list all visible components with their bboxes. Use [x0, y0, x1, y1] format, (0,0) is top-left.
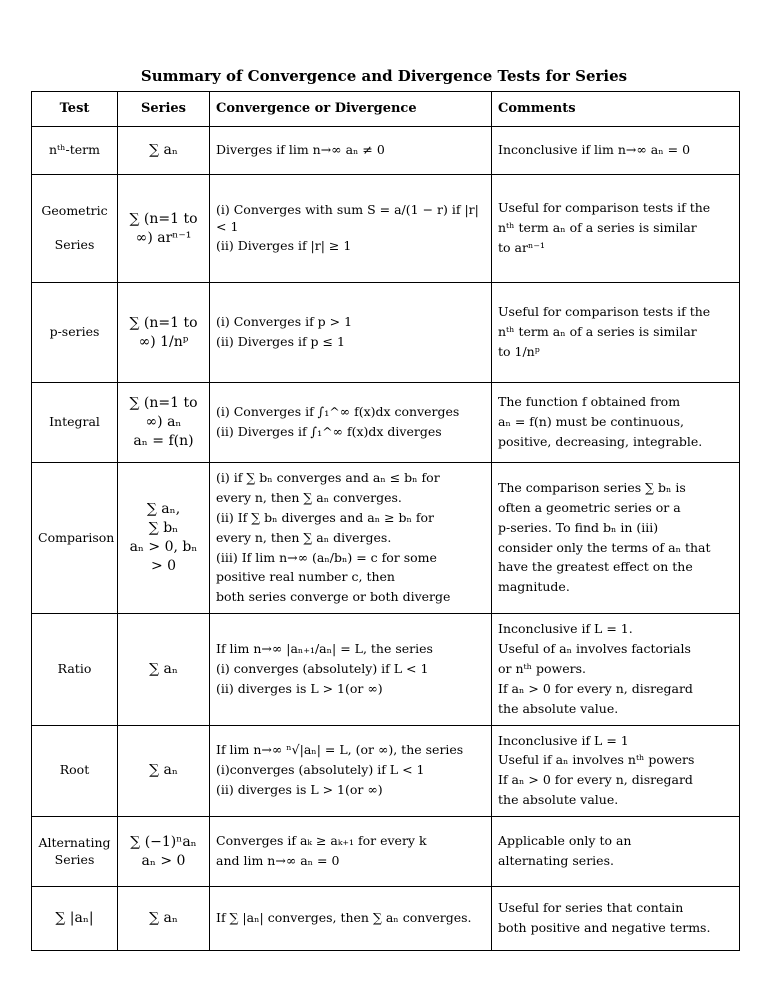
comment-line: aₙ = f(n) must be continuous,	[498, 414, 685, 430]
test-name: nᵗʰ-term	[32, 127, 118, 175]
comment-line: have the greatest effect on the	[498, 559, 693, 575]
convergence-line: (i) if ∑ bₙ converges and aₙ ≤ bₙ for	[216, 470, 440, 485]
comments-cell	[492, 463, 740, 614]
convergence-line: (i) converges (absolutely) if L < 1	[216, 660, 429, 676]
comment-line: positive, decreasing, integrable.	[498, 433, 703, 449]
comments-cell	[492, 283, 740, 383]
comment-line: Useful for comparison tests if the	[498, 304, 711, 320]
series-form: ∑ aₙ	[118, 127, 210, 175]
comment-line: Useful for comparison tests if the	[498, 200, 711, 216]
table-row	[32, 725, 740, 817]
comments-cell	[492, 725, 740, 817]
comment-line: to 1/nᵖ	[498, 343, 540, 359]
test-name: Root	[32, 725, 118, 817]
comment-line: to arⁿ⁻¹	[498, 239, 545, 255]
convergence-line: If ∑ |aₙ| converges, then ∑ aₙ converges.	[216, 910, 472, 926]
test-name: Ratio	[32, 614, 118, 725]
comments-cell	[492, 383, 740, 463]
comment-line: the absolute value.	[498, 700, 619, 716]
header-convergence: Convergence or Divergence	[210, 92, 492, 127]
comments-cell	[492, 887, 740, 951]
table-row	[32, 175, 740, 283]
convergence-line: (iii) If lim n→∞ (aₙ/bₙ) = c for some	[216, 549, 437, 565]
comment-line: If aₙ > 0 for every n, disregard	[498, 772, 693, 788]
convergence-line: (ii) Diverges if ∫₁^∞ f(x)dx diverges	[216, 424, 442, 439]
convergence-line: (ii) diverges is L > 1(or ∞)	[216, 680, 383, 696]
convergence-line: If lim n→∞ ⁿ√|aₙ| = L, (or ∞), the series	[216, 742, 464, 758]
convergence-line: (i) Converges if p > 1	[216, 314, 353, 330]
comment-line: alternating series.	[498, 853, 614, 868]
series-form: ∑ (n=1 to ∞) aₙ aₙ = f(n)	[118, 383, 210, 463]
convergence-line: every n, then ∑ aₙ diverges.	[216, 529, 392, 545]
comments-cell	[492, 127, 740, 175]
convergence-line: (ii) diverges is L > 1(or ∞)	[216, 782, 383, 798]
series-form: ∑ aₙ	[118, 725, 210, 817]
comment-line: consider only the terms of aₙ that	[498, 539, 711, 555]
convergence-cell	[210, 175, 492, 283]
convergence-cell	[210, 383, 492, 463]
convergence-line: (i) Converges if ∫₁^∞ f(x)dx converges	[216, 404, 460, 420]
convergence-cell	[210, 817, 492, 887]
comment-line: If aₙ > 0 for every n, disregard	[498, 680, 693, 696]
header-comments: Comments	[492, 92, 740, 127]
convergence-line: positive real number c, then	[216, 569, 395, 585]
comment-line: Inconclusive if L = 1	[498, 732, 629, 748]
comment-line: often a geometric series or a	[498, 499, 681, 515]
test-name: Alternating Series	[32, 817, 118, 887]
convergence-line: If lim n→∞ |aₙ₊₁/aₙ| = L, the series	[216, 641, 433, 656]
comment-line: nᵗʰ term aₙ of a series is similar	[498, 324, 697, 340]
comment-line: the absolute value.	[498, 792, 619, 808]
convergence-cell	[210, 127, 492, 175]
series-form: ∑ aₙ	[118, 614, 210, 725]
comment-line: The function f obtained from	[498, 394, 681, 410]
series-form: ∑ (n=1 to ∞) arⁿ⁻¹	[118, 175, 210, 283]
comment-line: Useful for series that contain	[498, 900, 684, 916]
convergence-line: Converges if aₖ ≥ aₖ₊₁ for every k	[216, 833, 427, 849]
convergence-line: (ii) If ∑ bₙ diverges and aₙ ≥ bₙ for	[216, 509, 435, 525]
convergence-cell	[210, 887, 492, 951]
convergence-cell	[210, 725, 492, 817]
comment-line: or nᵗʰ powers.	[498, 660, 586, 676]
comment-line: Useful if aₙ involves nᵗʰ powers	[498, 752, 695, 768]
header-series: Series	[118, 92, 210, 127]
comments-cell	[492, 614, 740, 725]
convergence-line: (ii) Diverges if |r| ≥ 1	[216, 238, 352, 254]
convergence-line: Diverges if lim n→∞ aₙ ≠ 0	[216, 142, 385, 158]
test-name: Comparison	[32, 463, 118, 614]
table-row	[32, 614, 740, 725]
convergence-cell	[210, 614, 492, 725]
tests-table	[31, 91, 740, 951]
comment-line: Applicable only to an	[498, 833, 632, 849]
convergence-line: every n, then ∑ aₙ converges.	[216, 489, 402, 505]
test-name: Geometric Series	[32, 175, 118, 283]
table-row	[32, 283, 740, 383]
test-name: Integral	[32, 383, 118, 463]
series-form: ∑ aₙ	[118, 887, 210, 951]
series-form: ∑ (n=1 to ∞) 1/nᵖ	[118, 283, 210, 383]
header-row	[32, 92, 740, 127]
comment-line: Useful of aₙ involves factorials	[498, 641, 691, 656]
convergence-line: and lim n→∞ aₙ = 0	[216, 853, 340, 868]
page-title: Summary of Convergence and Divergence Tests for Series	[140, 67, 628, 85]
convergence-line: both series converge or both diverge	[216, 589, 451, 605]
table-row	[32, 383, 740, 463]
comments-cell	[492, 175, 740, 283]
convergence-cell	[210, 463, 492, 614]
table-row	[32, 817, 740, 887]
convergence-line: (ii) Diverges if p ≤ 1	[216, 334, 345, 349]
comment-line: The comparison series ∑ bₙ is	[498, 479, 686, 495]
table-row	[32, 127, 740, 175]
convergence-line: (i)converges (absolutely) if L < 1	[216, 762, 425, 778]
comment-line: Inconclusive if L = 1.	[498, 621, 633, 637]
comment-line: both positive and negative terms.	[498, 920, 711, 935]
test-name: ∑ |aₙ|	[32, 887, 118, 951]
comment-line: Inconclusive if lim n→∞ aₙ = 0	[498, 142, 691, 158]
comment-line: p-series. To find bₙ in (iii)	[498, 519, 659, 535]
table-row	[32, 463, 740, 614]
convergence-line: (i) Converges with sum S = a/(1 − r) if |r| < 1	[216, 201, 479, 234]
comment-line: nᵗʰ term aₙ of a series is similar	[498, 220, 697, 236]
series-form: ∑ (−1)ⁿaₙ aₙ > 0	[118, 817, 210, 887]
header-test: Test	[32, 92, 118, 127]
comment-line: magnitude.	[498, 579, 570, 595]
table-row	[32, 887, 740, 951]
test-name: p-series	[32, 283, 118, 383]
convergence-cell	[210, 283, 492, 383]
comments-cell	[492, 817, 740, 887]
series-form: ∑ aₙ, ∑ bₙ aₙ > 0, bₙ > 0	[118, 463, 210, 614]
